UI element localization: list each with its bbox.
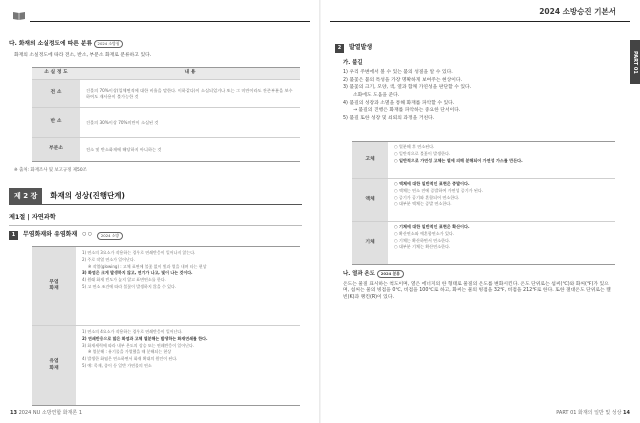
row-body [76, 247, 300, 325]
row-label: 반 소 [32, 108, 80, 138]
header-cell: 소 실 정 도 [32, 68, 80, 80]
body-line: 5) 고 연소 조건에 따라 불꽃이 발생하지 않을 수 있다. [82, 283, 177, 289]
body-line: ○ 일반적으로 불꽃이 발생한다. [394, 150, 451, 156]
section-badge: 2024 소방청 [94, 40, 124, 48]
body-line: ○ 액체는 연소 전에 증발하여 가연성 증기가 된다. [394, 187, 484, 193]
table-row [352, 142, 615, 178]
page-number: 13 [10, 410, 17, 417]
chapter-rule [9, 204, 302, 205]
page-number: 14 [623, 410, 630, 417]
row-body [388, 179, 615, 221]
part-tab[interactable]: PART 01 [630, 40, 640, 84]
body-line: 4) 발생한 화염은 연소하면서 화재 확대의 원인이 된다. [82, 356, 178, 362]
body-line: ○ 일반적으로 가연성 고체는 열에 의해 분해되어 가연성 가스를 만든다. [394, 157, 523, 163]
row-label: 유염 화재 [32, 326, 76, 405]
chapter-title: 화재의 성상(진행단계) [50, 190, 125, 200]
body-line: 3) 화재세력에 따라 내부 온도의 상승 또는 연쇄반응이 일어난다. [82, 342, 195, 348]
body-line: 1) 연소의 4요소가 작용하는 경우로 연쇄반응이 일어난다. [82, 329, 183, 334]
footer-text: PART 01 화재의 일반 및 성상 [556, 410, 622, 417]
section-heading [335, 44, 372, 53]
table-row [32, 247, 300, 325]
section-title: 다. 화재의 소실정도에 따른 분류 [9, 41, 93, 47]
body-line: ○ 확산연소와 예혼합연소가 있다. [394, 230, 455, 236]
section-bar [9, 212, 302, 226]
table-row [32, 325, 300, 405]
right-footer [556, 410, 630, 417]
row-label: 기체 [352, 222, 388, 264]
body-line: ○ 대부분 액체는 증발 연소한다. [394, 201, 452, 207]
body-line: 4) 원래 화재 빈도가 높지 않고 표면연소를 한다. [82, 277, 166, 283]
classification-table [32, 67, 300, 162]
body-line: 5) 예: 목재, 종이 등 일반 가연물의 연소 [82, 362, 152, 368]
row-body [388, 222, 615, 264]
row-text: 건물의 30%이상 70%미만이 소실된 것 [80, 108, 300, 138]
section-heading [9, 40, 123, 49]
body-line: 2) 주로 작열 연소가 일어난다. [82, 256, 135, 262]
body-line: ○ 대부분 기체는 확산연소한다. [394, 244, 451, 250]
left-footer [10, 410, 82, 417]
row-label: 무염 화재 [32, 247, 76, 325]
list-item: 2) 불꽃은 불의 특성을 가장 명확하게 보여주는 현상이다. [343, 77, 463, 83]
subsection-heading [9, 231, 123, 240]
row-text: 건물의 70%이상(입체면적에 대한 비율을 말한다. 이하같다)이 소실되었거나 또는 그 미만이라도 잔존부분을 보수하여도 재사용이 불가능한 것 [80, 80, 300, 108]
flame-table [32, 246, 300, 406]
row-text: 전소 및 반소화재에 해당하지 아니하는 것 [80, 138, 300, 162]
subsection-na-title: 나. 열과 온도 [343, 271, 375, 277]
list-item: 4) 불길의 성장과 소멸을 통해 화재를 파악할 수 있다. [343, 100, 455, 106]
body-line: ○ 열분해 후 연소된다. [394, 144, 435, 149]
phase-table [352, 141, 615, 265]
list-item: 소화에도 도움을 준다. [353, 92, 400, 98]
body-line: ○ 기체는 확산하면서 연소한다. [394, 237, 451, 243]
body-line: 2) 연쇄반응으로 많은 화염과 고체 열분해는 발생하는 화재연쇄를 한다. [82, 335, 208, 341]
intro-text: 화재의 소실정도에 따라 전소, 반소, 부분소 화재로 분류하고 있다. [14, 53, 152, 58]
chapter-heading [9, 188, 125, 204]
subsection-na [343, 270, 404, 278]
header-title: 2024 소방승진 기본서 [539, 7, 616, 16]
table-row [32, 108, 300, 138]
subsection-number: 1 [9, 231, 18, 240]
table-row [352, 178, 615, 221]
row-label: 전 소 [32, 80, 80, 108]
source-note: ※ 출처: 화재조사 및 보고규정 제50조 [14, 168, 87, 173]
list-item: → 불길의 진행은 화재를 파악하는 중요한 단서이다. [353, 108, 461, 114]
row-label: 고체 [352, 142, 388, 178]
table-header-row [32, 68, 300, 80]
temperature-paragraph: 온도는 물질 표시하는 척도이며, 열은 에너지의 한 형태로 물질의 온도를 변화시킨다. 온도 단위로는 섭씨(℃)와 화씨(℉)가 있으며, 섭씨는 물의 빙점을 0℃, 비점을 100℃로 하고, 화씨는 물의 빙점을 32℉, 비점을 212℉로 한다. 또한 절대온도 단위로는 켈빈(K)과 랭킨(R)이 있다. [343, 282, 611, 300]
table-row [32, 138, 300, 162]
list-item: 3) 불꽃의 크기, 모양, 색, 열과 함께 가연성을 판단할 수 있다. [343, 85, 472, 91]
table-row [352, 221, 615, 264]
row-body [388, 142, 615, 178]
section-title: 발열발생 [349, 44, 373, 52]
header-cell: 내 용 [80, 68, 300, 80]
fire-list [343, 70, 613, 124]
body-line: ※ 열분해 : 유기물을 가열했을 때 분해되는 현상 [88, 349, 172, 355]
section-label: 제1절 | 자연과학 [9, 214, 56, 222]
list-item: 1) 우리 주변에서 볼 수 있는 불의 성질을 알 수 있다. [343, 70, 453, 75]
subsection-title: 무염화재와 유염화재 [23, 231, 78, 239]
row-body [76, 326, 300, 405]
header-rule [330, 21, 630, 22]
row-label: 액체 [352, 179, 388, 221]
body-line: ※ 작열(glowing) : 고체 표면에 불꽃 없이 빛과 열을 내며 타는 현상 [88, 263, 207, 269]
header-rule [30, 21, 310, 22]
book-icon [12, 10, 26, 20]
list-item: 5) 불길 또한 성장 및 쇠퇴의 과정을 거친다. [343, 115, 435, 121]
subsection-na-badge: 2024 분류 [377, 270, 404, 278]
table-row [32, 80, 300, 108]
body-line: 1) 연소의 3요소가 작용하는 경우로 연쇄반응이 일어나지 않는다. [82, 250, 196, 255]
body-line: 3) 화염은 크게 발생하지 않고, 연기가 나고, 빛이 나는 것이다. [82, 270, 193, 276]
body-line: ○ 증기가 공기와 혼합되어 연소한다. [394, 194, 460, 200]
footer-text: 2024 NU 소방연합 화재론 1 [18, 410, 83, 417]
row-label: 부분소 [32, 138, 80, 162]
body-line: ○ 액체에 대한 일반적인 표현은 증발이다. [394, 181, 470, 186]
subsection-ga: 가. 불길 [343, 60, 363, 66]
subsection-badge: 2024 소방 [97, 232, 123, 240]
body-line: ○ 기체에 대한 일반적인 표현은 확산이다. [394, 224, 470, 229]
chapter-number: 제 2 장 [9, 188, 42, 204]
section-number: 2 [335, 44, 344, 53]
subsection-marks: ○ ○ [82, 232, 92, 238]
